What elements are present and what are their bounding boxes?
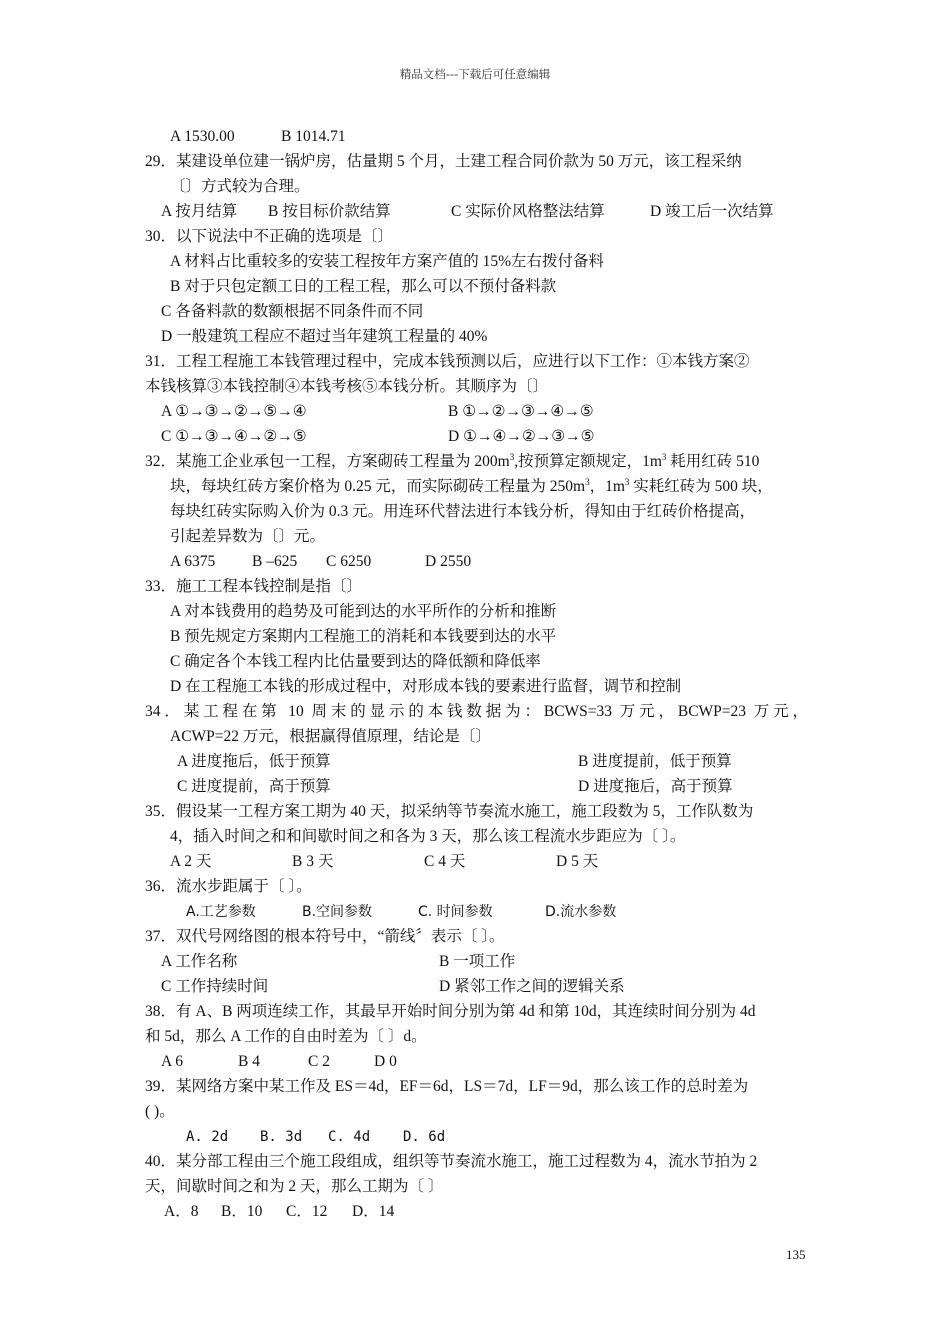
q31-stem-line2: 本钱核算③本钱控制④本钱考核⑤本钱分析。其顺序为〔〕 (145, 378, 549, 395)
q40-option-b: B．10 (221, 1203, 263, 1220)
q40-stem-line1: 40．某分部工程由三个施工段组成，组织等节奏流水施工，施工过程数为 4，流水节拍为 2 (145, 1153, 758, 1170)
q32-line1-part-b: ,按预算定额规定，1m (514, 453, 662, 470)
q29-stem-line2: 〔〕方式较为合理。 (170, 178, 310, 195)
q35-stem-line1: 35．假设某一工程方案工期为 40 天，拟采纳等节奏流水施工，施工段数为 5，工作队数为 (145, 803, 754, 820)
q36-option-b: B.空间参数 (302, 904, 373, 920)
q32-line2-part-c: 实耗红砖为 500 块， (629, 478, 773, 495)
q33-option-b: B 预先规定方案期内工程施工的消耗和本钱要到达的水平 (170, 628, 557, 645)
q30-option-c: C 各备料款的数额根据不同条件而不同 (161, 303, 424, 320)
q32-line2-part-b: ，1m (589, 478, 625, 495)
q35-option-b: B 3 天 (292, 853, 334, 870)
q31-option-d: D ①→④→②→③→⑤ (448, 428, 595, 445)
q37-option-c: C 工作持续时间 (161, 978, 269, 995)
q30-option-a: A 材料占比重较多的安装工程按年方案产值的 15%左右拨付备料 (170, 253, 605, 270)
q36-option-c: C. 时间参数 (418, 904, 493, 920)
q28-option-b: B 1014.71 (281, 128, 346, 145)
q32-line1-sup-b: 3 (661, 451, 667, 462)
q29-option-b: B 按目标价款结算 (268, 203, 391, 220)
q39-stem-line2: ( )。 (145, 1103, 175, 1120)
q32-option-b: B –625 (252, 553, 298, 570)
q40-option-c: C．12 (286, 1203, 328, 1220)
q39-option-b: B. 3d (260, 1129, 303, 1145)
q30-stem: 30．以下说法中不正确的选项是〔〕 (145, 228, 394, 245)
q31-option-a: A ①→③→②→⑤→④ (161, 403, 307, 420)
q38-option-c: C 2 (308, 1053, 330, 1070)
q36-stem: 36．流水步距属于〔 〕。 (145, 878, 312, 895)
q35-option-a: A 2 天 (170, 853, 212, 870)
q34-stem-line2: ACWP=22 万元，根据赢得值原理，结论是〔〕 (170, 728, 491, 745)
q32-stem-line2 (170, 477, 773, 497)
q34-option-a: A 进度拖后，低于预算 (177, 753, 331, 770)
q38-option-a: A 6 (161, 1053, 183, 1070)
q33-option-c: C 确定各个本钱工程内比估量要到达的降低额和降低率 (170, 653, 541, 670)
q32-line1-part-a: 32．某施工企业承包一工程，方案砌砖工程量为 200m (145, 453, 510, 470)
q32-option-d: D 2550 (425, 553, 472, 570)
q38-stem-line1: 38．有 A、B 两项连续工作，其最早开始时间分别为第 4d 和第 10d，其连续时间分别为 4d (145, 1003, 756, 1020)
q32-stem-line3: 每块红砖实际购入价为 0.3 元。用连环代替法进行本钱分析，得知由于红砖价格提高， (170, 503, 756, 520)
q29-option-a: A 按月结算 (161, 203, 238, 220)
q30-option-d: D 一般建筑工程应不超过当年建筑工程量的 40% (161, 328, 488, 345)
q38-stem-line2: 和 5d，那么 A 工作的自由时差为〔 〕d。 (145, 1028, 427, 1045)
q39-option-d: D. 6d (403, 1129, 446, 1145)
q35-stem-line2: 4，插入时间之和和间歇时间之和各为 3 天，那么该工程流水步距应为〔 〕。 (170, 828, 686, 845)
q31-stem-line1: 31．工程工程施工本钱管理过程中，完成本钱预测以后，应进行以下工作：①本钱方案② (145, 353, 750, 370)
q40-option-d: D．14 (352, 1203, 395, 1220)
q29-option-d: D 竣工后一次结算 (650, 203, 774, 220)
q38-option-b: B 4 (238, 1053, 260, 1070)
q33-stem: 33．施工工程本钱控制是指〔〕 (145, 578, 363, 595)
q39-option-a: A. 2d (186, 1129, 229, 1145)
q34-option-d: D 进度拖后，高于预算 (578, 778, 733, 795)
q29-stem-line1: 29．某建设单位建一锅炉房，估量期 5 个月，土建工程合同价款为 50 万元，该工程采纳 (145, 153, 742, 170)
q33-option-d: D 在工程施工本钱的形成过程中，对形成本钱的要素进行监督，调节和控制 (170, 678, 682, 695)
q38-option-d: D 0 (374, 1053, 397, 1070)
q32-line2-sup-a: 3 (585, 476, 590, 487)
q40-option-a: A．8 (164, 1203, 199, 1220)
q32-option-c: C 6250 (326, 553, 372, 570)
q31-option-c: C ①→③→④→②→⑤ (161, 428, 307, 445)
q31-option-b: B ①→②→③→④→⑤ (448, 403, 594, 420)
q32-line1-part-c: 耗用红砖 510 (666, 453, 760, 470)
q32-option-a: A 6375 (170, 553, 216, 570)
q29-option-c: C 实际价风格整法结算 (451, 203, 605, 220)
q37-option-b: B 一项工作 (439, 953, 516, 970)
q33-option-a: A 对本钱费用的趋势及可能到达的水平所作的分析和推断 (170, 603, 557, 620)
q34-stem-line1: 34．某工程在第 10 周末的显示的本钱数据为：BCWS=33 万元，BCWP=23 万元， (145, 703, 808, 720)
q36-option-d: D.流水参数 (545, 904, 617, 920)
q36-option-a: A.工艺参数 (186, 904, 256, 920)
q28-option-a: A 1530.00 (170, 128, 235, 145)
q34-option-b: B 进度提前，低于预算 (578, 753, 732, 770)
q37-option-d: D 紧邻工作之间的逻辑关系 (439, 978, 625, 995)
page-header: 精品文档---下载后可任意编辑 (399, 67, 551, 81)
q30-option-b: B 对于只包定额工日的工程工程，那么可以不预付备料款 (170, 278, 557, 295)
q32-line2-part-a: 块，每块红砖方案价格为 0.25 元，而实际砌砖工程量为 250m (170, 478, 586, 495)
q35-option-d: D 5 天 (556, 853, 599, 870)
q35-option-c: C 4 天 (424, 853, 466, 870)
q40-stem-line2: 天，间歇时间之和为 2 天，那么工期为〔 〕 (145, 1178, 444, 1195)
q37-stem: 37．双代号网络图的根本符号中，“箭线〞表示〔 〕。 (145, 928, 505, 945)
q37-option-a: A 工作名称 (161, 953, 238, 970)
q39-stem-line1: 39．某网络方案中某工作及 ES＝4d，EF＝6d，LS＝7d，LF＝9d，那么该工作的总时差为 (145, 1078, 749, 1095)
page-number: 135 (786, 1247, 806, 1262)
q32-stem-line1 (145, 452, 759, 472)
q32-line2-sup-b: 3 (624, 476, 630, 487)
q32-stem-line4: 引起差异数为〔〕元。 (170, 528, 326, 545)
q39-option-c: C. 4d (328, 1129, 371, 1145)
q34-option-c: C 进度提前，高于预算 (177, 778, 331, 795)
q32-line1-sup-a: 3 (509, 451, 515, 462)
